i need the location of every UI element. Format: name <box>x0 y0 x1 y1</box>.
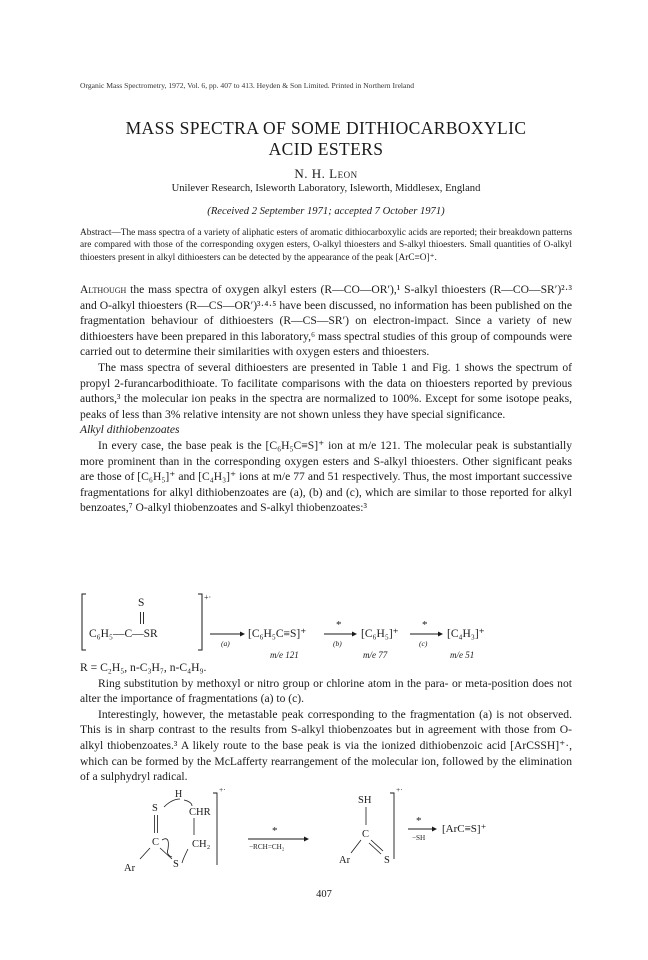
aryl-group: Ar <box>124 863 136 874</box>
loss-alkene: −RCH=CH₂ <box>249 843 285 851</box>
intermediate-bracket <box>390 793 394 859</box>
intro-lead: Although <box>80 283 127 296</box>
r-definition: R = C₂H₅, n-C₃H₇, n-C₄H₉. <box>80 661 207 674</box>
step-a-label: (a) <box>221 639 230 648</box>
h-transfer-curve-2 <box>184 800 192 806</box>
running-head: Organic Mass Spectrometry, 1972, Vol. 6, pp. 407 to 413. Heyden & Son Limited. Printed in Northern Ireland <box>80 81 415 90</box>
left-bracket <box>82 594 86 650</box>
bond-cleavage-arrow <box>182 849 188 863</box>
fragmentation-scheme-1 <box>80 590 572 660</box>
mass-77: m/e 77 <box>363 650 388 660</box>
reactant-charge: +· <box>219 785 226 794</box>
intro-text: the mass spectra of oxygen alkyl esters (R—CO—OR′),¹ S-alkyl thioesters (R—CO—SR′)²·³ and O-alkyl thioesters (R—CS—OR′)³·⁴·⁵ have been discussed, no information has been published on the fragmentation behaviour of dithioesters (R—CS—SR′) on electron-impact. Since a variety of new dithioesters have been prepared in this laboratory,⁶ mass spectral studies of this group of compounds were carried out to determine their similarities with oxygen esters and thioesters. <box>80 283 572 359</box>
thione-sulfur: S <box>138 597 145 609</box>
molecular-ion-charge: +· <box>204 593 212 602</box>
arrow-a-head <box>240 632 245 637</box>
intermediate-charge: +· <box>396 785 403 794</box>
paragraph-3: In every case, the base peak is the [C₆H₅C≡S]⁺ ion at m/e 121. The molecular peak is substantially more prominent than in the corresponding oxygen esters and S-alkyl thioesters. Other significant peaks are those of [C₆H₅]⁺ and [C₄H₃]⁺ ions at m/e 77 and 51 respectively. Thus, the most important successive fragmentations for alkyl dithiobenzoates are (a), (b) and (c), which are similar to those reported for alkyl benzoates,⁷ O-alkyl thiobenzoates and S-alkyl thiobenzoates:³ <box>80 438 572 515</box>
metastable-star-1: * <box>272 825 278 837</box>
intermediate-cs-bond-1 <box>371 840 383 851</box>
ion-phenyl: [C₆H₅]⁺ <box>361 628 399 640</box>
mass-51: m/e 51 <box>450 650 475 660</box>
reactant-bracket <box>213 793 217 865</box>
migrating-hydrogen: H <box>175 789 183 800</box>
affiliation: Unilever Research, Isleworth Laboratory, Isleworth, Middlesex, England <box>171 183 481 194</box>
section-heading: Alkyl dithiobenzoates <box>80 423 180 437</box>
c-s-bond <box>160 848 172 859</box>
arrow-c-head <box>438 632 443 637</box>
paragraph-2: The mass spectra of several dithioesters are presented in Table 1 and Fig. 1 shows the spectrum of propyl 2-furancarbodithioate. To facilitate comparisons with the data on thioesters reported by previous authors,³ the molecular ion peaks in the spectra are normalized to 100%. Except for some isotope peaks, peaks of less than 3% relative intensity are not shown unless they have special significance. <box>80 360 572 421</box>
intermediate-aryl: Ar <box>339 855 351 866</box>
arrow-mclafferty-head <box>304 837 309 842</box>
abstract-text: —The mass spectra of a variety of aliphatic esters of aromatic dithiocarboxylic acids are reported; their breakdown patterns are compared with those of the corresponding oxygen esters, O-alkyl thioesters and S-alkyl thioesters. Small quantities of O-alkyl thioesters present in alkyl dithioesters can be detected by the appearance of the peak [ArC≡O]⁺. <box>80 228 572 263</box>
body-text-1 <box>80 282 572 516</box>
intermediate-ar-bond <box>351 840 361 853</box>
ion-c4h3: [C₄H₃]⁺ <box>447 628 485 640</box>
title-line-1: MASS SPECTRA OF SOME DITHIOCARBOXYLIC <box>125 118 527 138</box>
chr-group: CHR <box>189 807 211 818</box>
intermediate-carbon: C <box>362 829 370 840</box>
arrow-b-head <box>352 632 357 637</box>
step-b-label: (b) <box>333 639 342 648</box>
product-ion: [ArC≡S]⁺ <box>442 823 487 835</box>
ion-thiobenzoyl: [C₆H₅C≡S]⁺ <box>248 628 307 640</box>
reactant-formula: C₆H₅—C—SR <box>89 628 158 640</box>
abstract-label: Abstract <box>80 228 112 238</box>
mass-121: m/e 121 <box>270 650 299 660</box>
article-title <box>70 118 582 160</box>
sulfhydryl-group: SH <box>358 795 372 806</box>
body-text-2 <box>80 660 572 785</box>
ar-bond <box>140 848 150 859</box>
arrow-sh-loss-head <box>432 827 437 832</box>
intro-paragraph <box>80 282 572 360</box>
mclafferty-scheme <box>80 785 572 877</box>
received-dates: (Received 2 September 1971; accepted 7 October 1971) <box>207 206 445 217</box>
title-line-2: ACID ESTERS <box>268 139 384 159</box>
h-transfer-curve <box>164 799 180 807</box>
abstract <box>80 227 572 264</box>
carbon-center: C <box>152 837 160 848</box>
step-c-label: (c) <box>419 639 428 648</box>
metastable-star-b: * <box>336 619 342 631</box>
ring-sulfur: S <box>173 859 179 870</box>
author: N. H. Leon <box>294 166 358 181</box>
metastable-star-2: * <box>416 815 422 827</box>
paragraph-4: Ring substitution by methoxyl or nitro group or chlorine atom in the para- or meta-position does not alter the importance of fragmentations (a) to (c). <box>80 676 572 706</box>
thione-sulfur-top: S <box>152 803 158 814</box>
intermediate-cs-bond-2 <box>369 843 381 854</box>
ch2-group: CH₂ <box>192 839 211 850</box>
metastable-star-c: * <box>422 619 428 631</box>
page-number: 407 <box>316 889 332 900</box>
intermediate-sulfur: S <box>384 855 390 866</box>
paragraph-5: Interestingly, however, the metastable peak corresponding to the fragmentation (a) is not observed. This is in sharp contrast to the results from S-alkyl thiobenzoates but in agreement with those from O-alkyl thiobenzoates.³ A likely route to the base peak is via the ionized dithiobenzoic acid [ArCSSH]⁺·, which can be formed by the McLafferty rearrangement of the molecular ion, followed by the elimination of a sulphydryl radical. <box>80 707 572 784</box>
right-bracket <box>198 594 202 650</box>
loss-sulfhydryl: −SH <box>412 834 426 842</box>
